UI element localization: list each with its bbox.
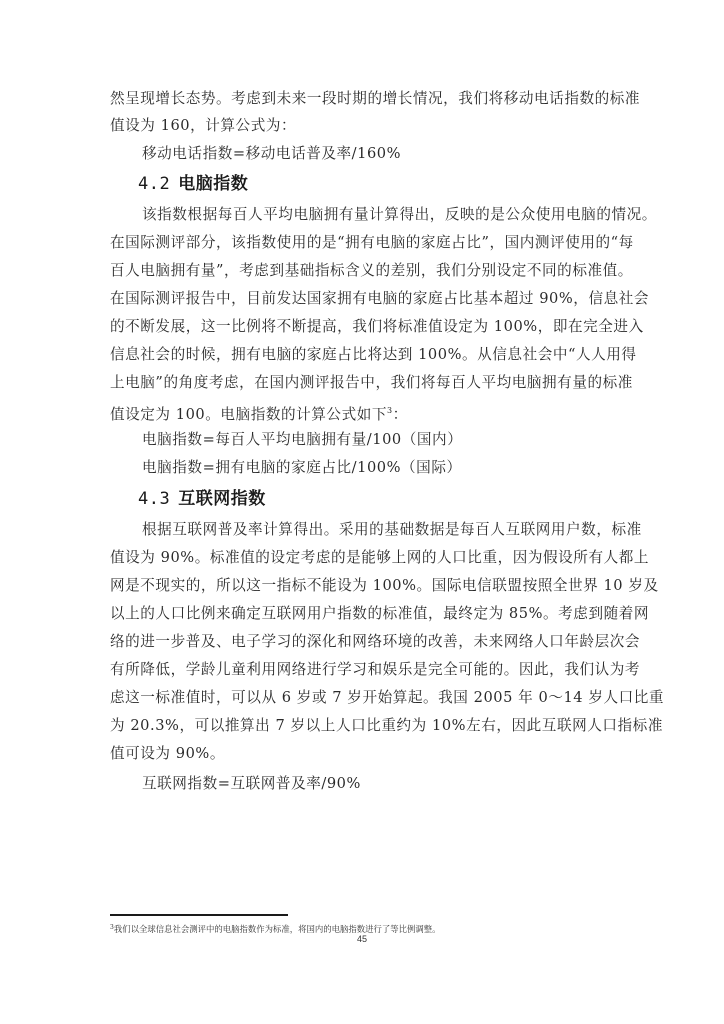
body-text-line: 在国际测评部分，该指数使用的是“拥有电脑的家庭占比”，国内测评使用的“每 [110,234,634,251]
body-text: 值设定为 100。电脑指数的计算公式如下 [110,406,387,423]
body-text-line: 在国际测评报告中，目前发达国家拥有电脑的家庭占比基本超过 90%，信息社会 [110,290,650,307]
body-text-line: 以上的人口比例来确定互联网用户指数的标准值，最终定为 85%。考虑到随着网 [110,605,650,622]
body-text: ： [392,406,408,423]
body-text-line: 上电脑”的角度考虑，在国内测评报告中，我们将每百人平均电脑拥有量的标准 [110,374,633,391]
section-number: 4.3 [138,489,171,509]
body-text-line: 为 20.3%，可以推算出 7 岁以上人口比重约为 10%左右，因此互联网人口指标准 [110,717,663,734]
section-number: 4.2 [138,174,171,194]
body-text-line: 网是不现实的，所以这一指标不能设为 100%。国际电信联盟按照全世界 10 岁及 [110,577,659,594]
formula-pc-domestic: 电脑指数=每百人平均电脑拥有量/100（国内） [142,431,463,448]
body-text-line: 络的进一步普及、电子学习的深化和网络环境的改善，未来网络人口年龄层次会 [110,633,641,650]
footnote-text: 我们以全球信息社会测评中的电脑指数作为标准，将国内的电脑指数进行了等比例调整。 [113,924,441,934]
section-heading-4-3 [138,488,266,510]
body-text-line: 该指数根据每百人平均电脑拥有量计算得出，反映的是公众使用电脑的情况。 [142,206,657,223]
body-text-line: 百人电脑拥有量”，考虑到基础指标含义的差别，我们分别设定不同的标准值。 [110,262,633,279]
section-heading-4-2 [138,173,248,195]
section-title: 互联网指数 [178,489,266,509]
formula-internet-index: 互联网指数=互联网普及率/90% [142,775,361,792]
formula-pc-international: 电脑指数=拥有电脑的家庭占比/100%（国际） [142,459,462,476]
formula-mobile-index: 移动电话指数=移动电话普及率/160% [142,145,402,162]
body-text-line: 有所降低，学龄儿童利用网络进行学习和娱乐是完全可能的。因此，我们认为考 [110,661,641,678]
footnote-marker: 3 [110,924,114,931]
body-text-line: 值可设为 90%。 [110,745,225,762]
body-text-line: 根据互联网普及率计算得出。采用的基础数据是每百人互联网用户数，标准 [142,521,642,538]
footnote-separator [110,914,288,916]
body-text-line: 然呈现增长态势。考虑到未来一段时期的增长情况，我们将移动电话指数的标准 [110,90,641,107]
page-number: 45 [356,934,367,944]
body-text-line: 值设为 160，计算公式为： [110,117,297,134]
body-text-line: 信息社会的时候，拥有电脑的家庭占比将达到 100%。从信息社会中“人人用得 [110,346,637,363]
body-text-line [110,401,616,425]
footnote-reference[interactable]: 3 [387,406,393,415]
body-text-line: 值设为 90%。标准值的设定考虑的是能够上网的人口比重，因为假设所有人都上 [110,549,650,566]
body-text-line: 的不断发展，这一比例将不断提高，我们将标准值设定为 100%，即在完全进入 [110,318,644,335]
section-title: 电脑指数 [178,174,249,194]
body-text-line: 虑这一标准值时，可以从 6 岁或 7 岁开始算起。我国 2005 年 0～14 岁人口比重 [110,689,665,706]
